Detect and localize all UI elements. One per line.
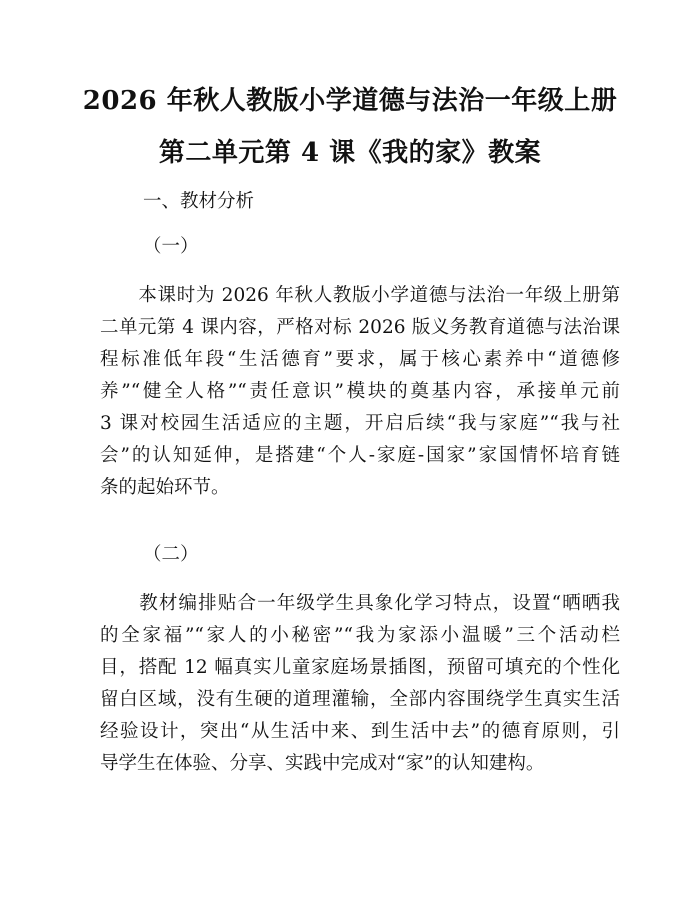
paragraph-line: 留白区域，没有生硬的道理灌输，全部内容围绕学生真实生活 [100,689,620,710]
paragraph-line: 会”的认知延伸，是搭建“个人-家庭-国家”家国情怀培育链 [100,445,620,466]
paragraph-1 [100,284,620,508]
paragraph-line: 程标准低年段“生活德育”要求，属于核心素养中“道德修 [100,349,620,370]
paragraph-line: 目，搭配 12 幅真实儿童家庭场景插图，预留可填充的个性化 [100,657,620,678]
paragraph-line: 3 课对校园生活适应的主题，开启后续“我与家庭”“我与社 [100,413,620,434]
paragraph-line: 导学生在体验、分享、实践中完成对“家”的认知建构。 [100,753,545,774]
paragraph-line: 养”“健全人格”“责任意识”模块的奠基内容，承接单元前 [100,381,620,402]
paragraph-line: 经验设计，突出“从生活中来、到生活中去”的德育原则，引 [100,721,620,742]
subsection-heading-2: （二） [143,544,199,565]
document-title-line-1: 2026 年秋人教版小学道德与法治一年级上册 [82,86,618,116]
section-heading-textbook-analysis: 一、教材分析 [143,191,255,212]
document-title-line-2: 第二单元第 4 课《我的家》教案 [158,138,542,168]
paragraph-line: 二单元第 4 课内容，严格对标 2026 版义务教育道德与法治课 [100,317,620,338]
paragraph-2 [100,592,620,784]
paragraph-line: 本课时为 2026 年秋人教版小学道德与法治一年级上册第 [100,285,620,306]
paragraph-line: 教材编排贴合一年级学生具象化学习特点，设置“晒晒我 [100,593,620,614]
paragraph-line: 条的起始环节。 [100,477,230,498]
subsection-heading-1: （一） [143,236,199,257]
paragraph-line: 的全家福”“家人的小秘密”“我为家添小温暖”三个活动栏 [100,625,620,646]
